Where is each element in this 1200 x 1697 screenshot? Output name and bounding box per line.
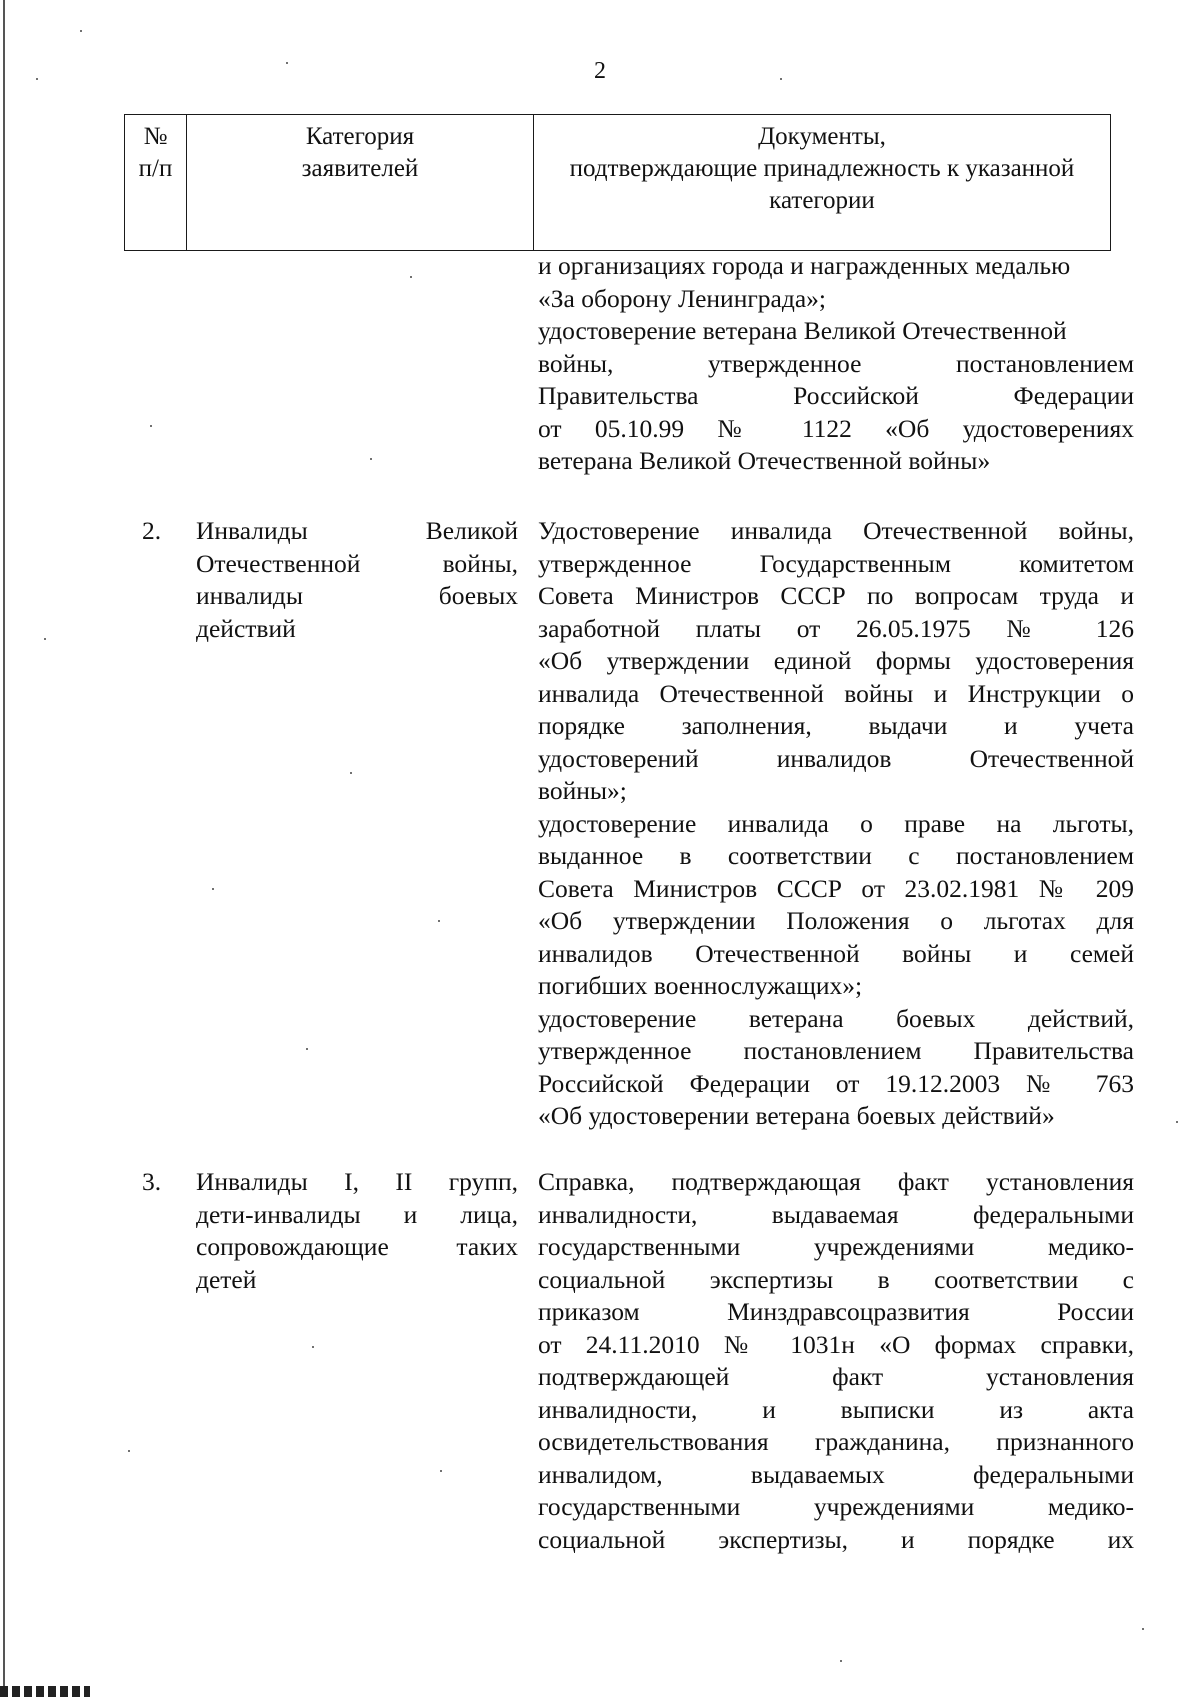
category-line: Отечественной войны, bbox=[196, 548, 518, 578]
header-number-line: № bbox=[143, 123, 168, 150]
doc-line: подтверждающей факт установления bbox=[538, 1362, 1134, 1391]
doc-line: социальной экспертизы в соответствии с bbox=[538, 1264, 1134, 1294]
scan-speck bbox=[286, 62, 288, 64]
doc-line: инвалида Отечественной войны и Инструкции о bbox=[538, 678, 1134, 708]
scan-speck bbox=[1176, 1121, 1178, 1123]
doc-line: «Об удостоверении ветерана боевых действий» bbox=[538, 1101, 1055, 1130]
doc-line: Удостоверение инвалида Отечественной войны, bbox=[538, 516, 1134, 545]
scan-speck bbox=[306, 1048, 308, 1050]
category-line: дети-инвалиды и лица, bbox=[196, 1199, 518, 1229]
scan-speck bbox=[1142, 1628, 1144, 1630]
doc-line: погибших военнослужащих»; bbox=[538, 971, 863, 1000]
doc-line: порядке заполнения, выдачи и учета bbox=[538, 711, 1134, 740]
doc-line: от 05.10.99 № 1122 «Об удостоверениях bbox=[538, 413, 1134, 443]
row-1-documents-continuation bbox=[538, 250, 1134, 478]
doc-line: от 24.11.2010 № 1031н «О формах справки, bbox=[538, 1329, 1134, 1359]
doc-line: приказом Минздравсоцразвития России bbox=[538, 1297, 1134, 1326]
doc-line: инвалидов Отечественной войны и семей bbox=[538, 938, 1134, 968]
header-category-line: заявителей bbox=[301, 155, 419, 182]
doc-line: ветерана Великой Отечественной войны» bbox=[538, 446, 991, 475]
doc-line: выданное в соответствии с постановлением bbox=[538, 841, 1134, 870]
row-number: 3. bbox=[142, 1167, 162, 1196]
doc-line: Российской Федерации от 19.12.2003 № 763 bbox=[538, 1068, 1134, 1098]
doc-line: инвалидности, выдаваемая федеральными bbox=[538, 1199, 1134, 1229]
scan-speck bbox=[840, 1660, 842, 1662]
header-category-column bbox=[187, 115, 534, 251]
scan-speck bbox=[80, 30, 82, 32]
header-documents-column bbox=[534, 115, 1111, 251]
scan-speck bbox=[150, 425, 152, 427]
doc-line: удостоверение инвалида о праве на льготы, bbox=[538, 808, 1134, 838]
category-line: детей bbox=[196, 1264, 257, 1294]
scan-speck bbox=[438, 920, 440, 922]
doc-line: Совета Министров СССР от 23.02.1981 № 209 bbox=[538, 873, 1134, 903]
header-category-line: Категория bbox=[305, 123, 415, 150]
doc-line: социальной экспертизы, и порядке их bbox=[538, 1524, 1134, 1554]
doc-line: государственными учреждениями медико- bbox=[538, 1232, 1134, 1261]
doc-line: и организациях города и награжденных медалью bbox=[538, 251, 1071, 280]
header-documents-line: Документы, bbox=[758, 123, 886, 150]
row-2-category bbox=[196, 515, 518, 645]
doc-line: «Об утверждении Положения о льготах для bbox=[538, 906, 1134, 935]
header-documents-line: категории bbox=[769, 187, 875, 214]
category-line: действий bbox=[196, 613, 296, 643]
doc-line: удостоверение ветерана Великой Отечественной bbox=[538, 316, 1067, 345]
scan-speck bbox=[350, 772, 352, 774]
doc-line: «За оборону Ленинграда»; bbox=[538, 283, 826, 313]
doc-line: Совета Министров СССР по вопросам труда и bbox=[538, 581, 1134, 610]
doc-line: инвалидности, и выписки из акта bbox=[538, 1394, 1134, 1424]
header-number-line: п/п bbox=[138, 155, 173, 182]
scan-speck bbox=[128, 1450, 130, 1452]
doc-line: Справка, подтверждающая факт установления bbox=[538, 1167, 1134, 1196]
category-line: Инвалиды I, II групп, bbox=[196, 1167, 518, 1196]
scan-speck bbox=[36, 78, 38, 80]
scan-artifact-bar bbox=[0, 1686, 90, 1697]
doc-line: войны, утвержденное постановлением bbox=[538, 348, 1134, 378]
scan-speck bbox=[410, 276, 412, 278]
scan-speck bbox=[440, 1470, 442, 1472]
scan-speck bbox=[780, 78, 782, 80]
doc-line: войны»; bbox=[538, 776, 627, 805]
page-number: 2 bbox=[594, 58, 606, 84]
doc-line: инвалидом, выдаваемых федеральными bbox=[538, 1459, 1134, 1489]
row-3-documents bbox=[538, 1166, 1134, 1556]
header-documents-line: подтверждающие принадлежность к указанной bbox=[569, 155, 1075, 182]
scan-speck bbox=[212, 888, 214, 890]
doc-line: «Об утверждении единой формы удостоверения bbox=[538, 646, 1134, 675]
scan-speck bbox=[370, 458, 372, 460]
doc-line: утвержденное Государственным комитетом bbox=[538, 548, 1134, 578]
doc-line: освидетельствования гражданина, признанного bbox=[538, 1427, 1134, 1456]
row-2-documents bbox=[538, 515, 1134, 1133]
doc-line: Правительства Российской Федерации bbox=[538, 381, 1134, 410]
doc-line: утвержденное постановлением Правительства bbox=[538, 1036, 1134, 1065]
category-line: инвалиды боевых bbox=[196, 581, 518, 610]
scan-speck bbox=[312, 1346, 314, 1348]
scan-speck bbox=[44, 638, 46, 640]
doc-line: удостоверение ветерана боевых действий, bbox=[538, 1003, 1134, 1033]
category-line: сопровождающие таких bbox=[196, 1232, 518, 1261]
doc-line: заработной платы от 26.05.1975 № 126 bbox=[538, 613, 1134, 643]
doc-line: государственными учреждениями медико- bbox=[538, 1492, 1134, 1521]
row-3-category bbox=[196, 1166, 518, 1296]
header-number-column bbox=[125, 115, 187, 251]
category-line: Инвалиды Великой bbox=[196, 516, 518, 545]
doc-line: удостоверений инвалидов Отечественной bbox=[538, 743, 1134, 773]
table-header bbox=[124, 114, 1111, 251]
scan-edge bbox=[3, 0, 5, 1697]
row-number: 2. bbox=[142, 516, 162, 545]
